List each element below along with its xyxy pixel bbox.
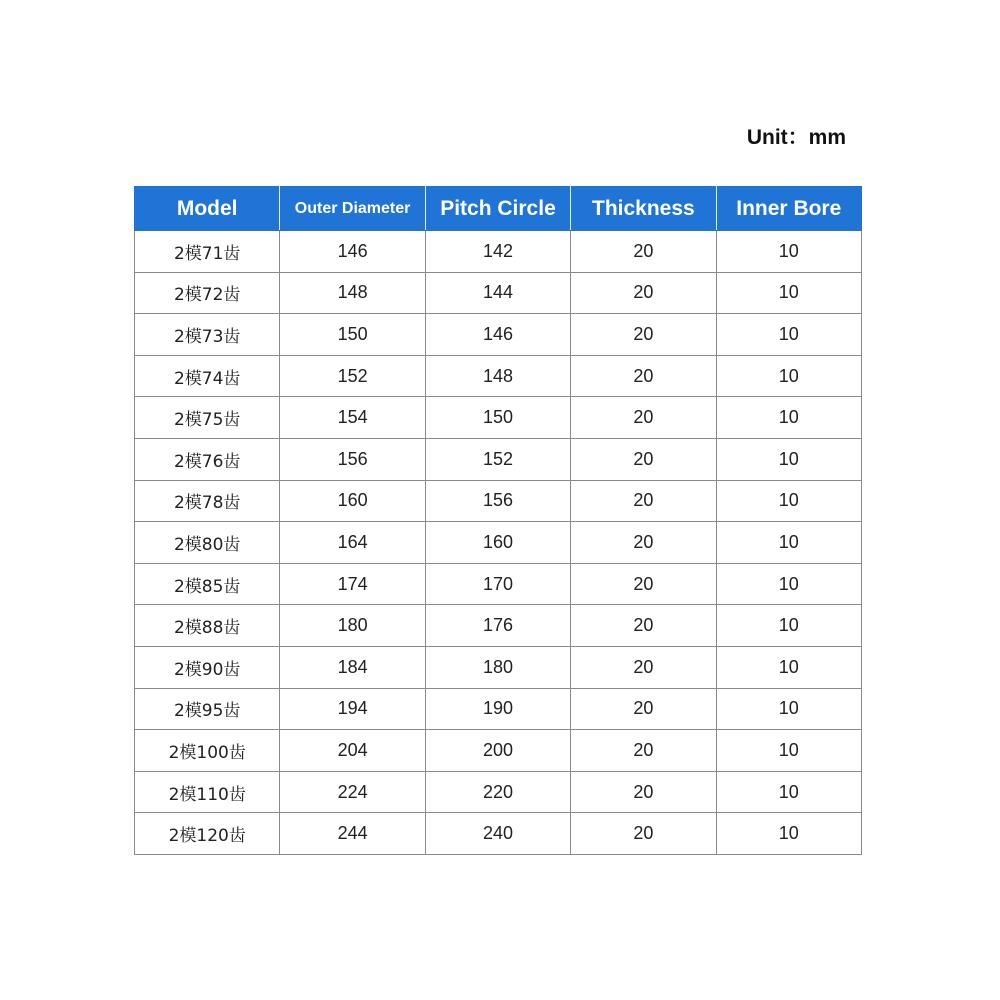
cell-thickness: 20: [571, 563, 716, 605]
table-body: [135, 231, 862, 855]
cell-pitch-circle: 148: [425, 355, 570, 397]
cell-outer-diameter: 148: [280, 272, 425, 314]
cell-pitch-circle: 200: [425, 730, 570, 772]
cell-model: 2模90齿: [135, 646, 280, 688]
cell-inner-bore: 10: [716, 771, 861, 813]
cell-pitch-circle: 152: [425, 438, 570, 480]
cell-inner-bore: 10: [716, 730, 861, 772]
cell-model: 2模73齿: [135, 314, 280, 356]
cell-pitch-circle: 146: [425, 314, 570, 356]
column-header-outer-diameter: Outer Diameter: [280, 187, 425, 231]
column-header-thickness: Thickness: [571, 187, 716, 231]
cell-outer-diameter: 194: [280, 688, 425, 730]
cell-inner-bore: 10: [716, 355, 861, 397]
cell-inner-bore: 10: [716, 272, 861, 314]
table-row: [135, 272, 862, 314]
cell-inner-bore: 10: [716, 688, 861, 730]
cell-outer-diameter: 224: [280, 771, 425, 813]
table-row: [135, 397, 862, 439]
unit-label: Unit：mm: [746, 126, 846, 149]
cell-thickness: 20: [571, 771, 716, 813]
cell-inner-bore: 10: [716, 646, 861, 688]
cell-pitch-circle: 144: [425, 272, 570, 314]
cell-inner-bore: 10: [716, 563, 861, 605]
cell-model: 2模78齿: [135, 480, 280, 522]
cell-pitch-circle: 160: [425, 522, 570, 564]
cell-model: 2模76齿: [135, 438, 280, 480]
cell-pitch-circle: 150: [425, 397, 570, 439]
cell-outer-diameter: 150: [280, 314, 425, 356]
cell-model: 2模80齿: [135, 522, 280, 564]
cell-inner-bore: 10: [716, 605, 861, 647]
table-header-row: [135, 187, 862, 231]
table-row: [135, 438, 862, 480]
cell-outer-diameter: 152: [280, 355, 425, 397]
cell-outer-diameter: 174: [280, 563, 425, 605]
cell-pitch-circle: 176: [425, 605, 570, 647]
column-header-pitch-circle: Pitch Circle: [425, 187, 570, 231]
table-row: [135, 646, 862, 688]
cell-thickness: 20: [571, 522, 716, 564]
cell-thickness: 20: [571, 730, 716, 772]
cell-pitch-circle: 220: [425, 771, 570, 813]
cell-thickness: 20: [571, 646, 716, 688]
table-row: [135, 355, 862, 397]
cell-thickness: 20: [571, 438, 716, 480]
cell-pitch-circle: 190: [425, 688, 570, 730]
cell-outer-diameter: 154: [280, 397, 425, 439]
table-row: [135, 771, 862, 813]
cell-thickness: 20: [571, 314, 716, 356]
cell-outer-diameter: 204: [280, 730, 425, 772]
cell-model: 2模71齿: [135, 231, 280, 273]
cell-pitch-circle: 180: [425, 646, 570, 688]
cell-thickness: 20: [571, 480, 716, 522]
cell-model: 2模72齿: [135, 272, 280, 314]
cell-outer-diameter: 184: [280, 646, 425, 688]
table-row: [135, 563, 862, 605]
cell-outer-diameter: 160: [280, 480, 425, 522]
table-row: [135, 231, 862, 273]
table-row: [135, 522, 862, 564]
cell-model: 2模110齿: [135, 771, 280, 813]
cell-pitch-circle: 170: [425, 563, 570, 605]
cell-thickness: 20: [571, 813, 716, 855]
cell-thickness: 20: [571, 605, 716, 647]
cell-inner-bore: 10: [716, 231, 861, 273]
cell-outer-diameter: 244: [280, 813, 425, 855]
table-row: [135, 688, 862, 730]
cell-model: 2模100齿: [135, 730, 280, 772]
cell-inner-bore: 10: [716, 314, 861, 356]
cell-thickness: 20: [571, 397, 716, 439]
cell-outer-diameter: 146: [280, 231, 425, 273]
cell-outer-diameter: 180: [280, 605, 425, 647]
table-row: [135, 605, 862, 647]
cell-pitch-circle: 240: [425, 813, 570, 855]
cell-thickness: 20: [571, 688, 716, 730]
cell-outer-diameter: 156: [280, 438, 425, 480]
table-row: [135, 813, 862, 855]
cell-inner-bore: 10: [716, 480, 861, 522]
cell-thickness: 20: [571, 272, 716, 314]
column-header-inner-bore: Inner Bore: [716, 187, 861, 231]
cell-model: 2模74齿: [135, 355, 280, 397]
cell-inner-bore: 10: [716, 438, 861, 480]
cell-inner-bore: 10: [716, 813, 861, 855]
cell-thickness: 20: [571, 231, 716, 273]
cell-model: 2模88齿: [135, 605, 280, 647]
cell-thickness: 20: [571, 355, 716, 397]
cell-outer-diameter: 164: [280, 522, 425, 564]
cell-model: 2模75齿: [135, 397, 280, 439]
cell-inner-bore: 10: [716, 522, 861, 564]
cell-pitch-circle: 156: [425, 480, 570, 522]
cell-pitch-circle: 142: [425, 231, 570, 273]
table-row: [135, 314, 862, 356]
cell-inner-bore: 10: [716, 397, 861, 439]
cell-model: 2模85齿: [135, 563, 280, 605]
table-row: [135, 730, 862, 772]
cell-model: 2模95齿: [135, 688, 280, 730]
column-header-model: Model: [135, 187, 280, 231]
gear-spec-table: [134, 186, 862, 855]
cell-model: 2模120齿: [135, 813, 280, 855]
table-row: [135, 480, 862, 522]
